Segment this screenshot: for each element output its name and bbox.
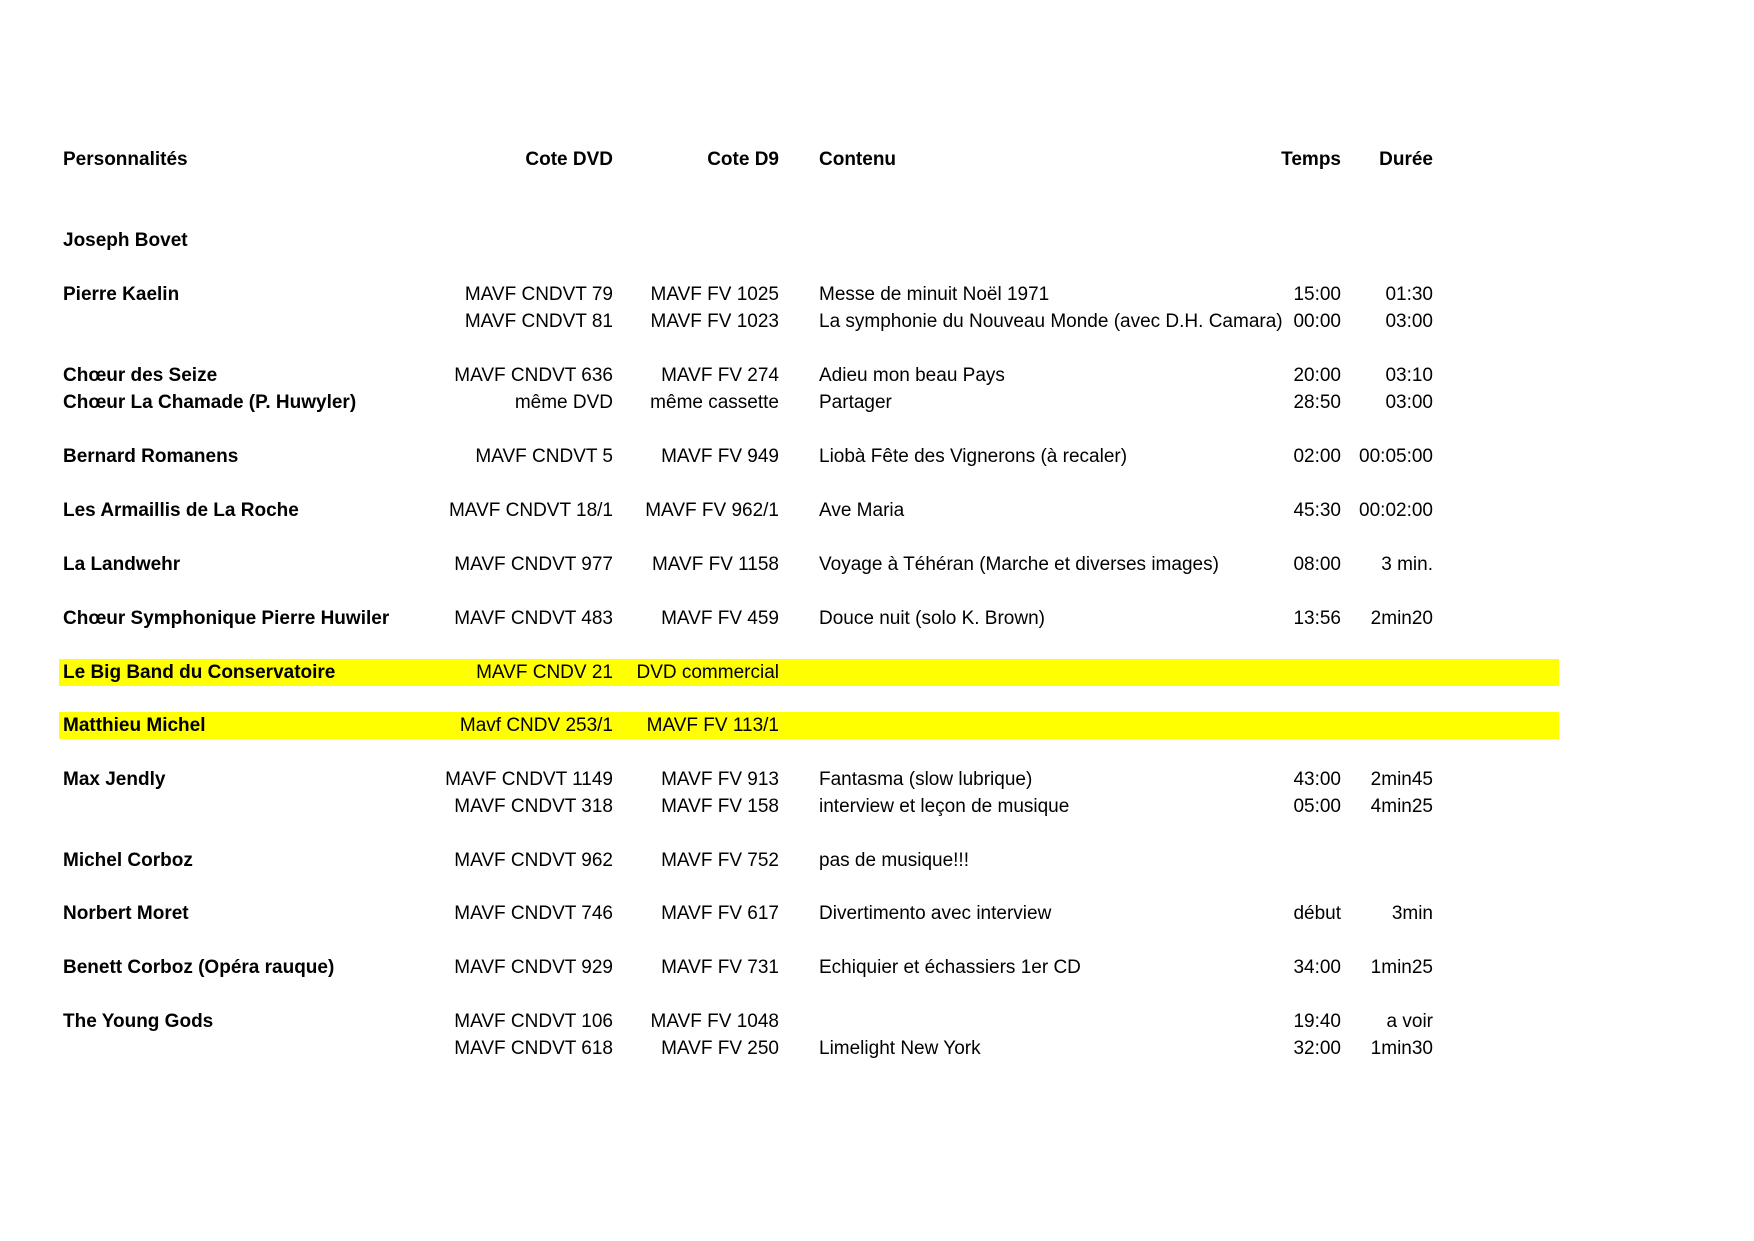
cell-cote-d9: MAVF FV 158: [661, 796, 779, 817]
cell-contenu: pas de musique!!!: [819, 850, 969, 871]
cell-duree: 2min45: [1370, 769, 1433, 790]
cell-cote-d9: MAVF FV 1048: [650, 1011, 779, 1032]
cell-temps: 15:00: [1293, 284, 1341, 305]
cell-duree: 00:05:00: [1359, 446, 1433, 467]
cell-duree: 4min25: [1370, 796, 1433, 817]
header-cote-d9: Cote D9: [707, 149, 779, 170]
cell-temps: 19:40: [1293, 1011, 1341, 1032]
cell-cote-dvd: MAVF CNDVT 18/1: [448, 500, 613, 521]
table-row: [59, 1008, 1559, 1035]
table-row: [59, 605, 1559, 632]
cell-duree: 00:02:00: [1359, 500, 1433, 521]
cell-duree: 1min25: [1370, 957, 1433, 978]
table-row: [59, 308, 1559, 335]
table-row: [59, 793, 1559, 820]
cell-duree: 3min: [1391, 903, 1433, 924]
header-contenu: Contenu: [819, 149, 897, 170]
cell-cote-d9: MAVF FV 1158: [651, 554, 779, 575]
cell-cote-d9: MAVF FV 250: [661, 1038, 779, 1059]
cell-contenu: Ave Maria: [819, 500, 905, 521]
cell-contenu: Divertimento avec interview: [819, 903, 1052, 924]
cell-cote-dvd: MAVF CNDVT 929: [454, 957, 613, 978]
table-row-highlighted: [59, 659, 1559, 686]
cell-cote-d9: MAVF FV 731: [661, 957, 779, 978]
table-row: [59, 389, 1559, 416]
cell-cote-dvd: MAVF CNDVT 483: [454, 608, 613, 629]
cell-personnalite: Chœur des Seize: [63, 365, 218, 386]
cell-personnalite: Chœur La Chamade (P. Huwyler): [63, 392, 357, 413]
cell-personnalite: Pierre Kaelin: [63, 284, 180, 305]
cell-contenu: Douce nuit (solo K. Brown): [819, 608, 1045, 629]
cell-cote-d9: MAVF FV 1025: [650, 284, 779, 305]
cell-cote-d9: MAVF FV 113/1: [646, 715, 779, 736]
cell-cote-d9: MAVF FV 617: [661, 903, 779, 924]
table-row: [59, 551, 1559, 578]
cell-cote-dvd: Mavf CNDV 253/1: [459, 715, 613, 736]
cell-temps: 32:00: [1293, 1038, 1341, 1059]
cell-contenu: Fantasma (slow lubrique): [819, 769, 1033, 790]
cell-temps: 34:00: [1293, 957, 1341, 978]
cell-contenu: Limelight New York: [819, 1038, 981, 1059]
table-row: [59, 362, 1559, 389]
header-personnalites: Personnalités: [63, 149, 188, 170]
cell-cote-d9: MAVF FV 1023: [650, 311, 779, 332]
cell-cote-d9: MAVF FV 949: [661, 446, 779, 467]
cell-personnalite: Joseph Bovet: [63, 230, 188, 251]
cell-personnalite: Matthieu Michel: [63, 715, 206, 736]
cell-cote-dvd: MAVF CNDVT 318: [454, 796, 613, 817]
cell-contenu: Echiquier et échassiers 1er CD: [819, 957, 1081, 978]
cell-temps: 28:50: [1293, 392, 1341, 413]
cell-cote-dvd: MAVF CNDVT 636: [454, 365, 613, 386]
header-cote-dvd: Cote DVD: [525, 149, 613, 170]
cell-cote-dvd: MAVF CNDVT 962: [454, 850, 613, 871]
table-row: [59, 443, 1559, 470]
cell-temps: 20:00: [1293, 365, 1341, 386]
cell-cote-dvd: MAVF CNDVT 746: [454, 903, 613, 924]
header-temps: Temps: [1281, 149, 1341, 170]
cell-contenu: Adieu mon beau Pays: [819, 365, 1005, 386]
cell-duree: 03:10: [1385, 365, 1433, 386]
cell-temps: 05:00: [1293, 796, 1341, 817]
cell-personnalite: Chœur Symphonique Pierre Huwiler: [63, 608, 390, 629]
cell-contenu: Liobà Fête des Vignerons (à recaler): [819, 446, 1128, 467]
cell-cote-dvd: MAVF CNDVT 81: [464, 311, 613, 332]
cell-duree: 03:00: [1385, 392, 1433, 413]
table-row: [59, 954, 1559, 981]
cell-personnalite: Le Big Band du Conservatoire: [63, 662, 336, 683]
table-row: [59, 497, 1559, 524]
cell-cote-d9: même cassette: [650, 392, 779, 413]
cell-contenu: Voyage à Téhéran (Marche et diverses images): [819, 554, 1219, 575]
cell-duree: 3 min.: [1381, 554, 1433, 575]
cell-temps: 00:00: [1293, 311, 1341, 332]
table-row: [59, 766, 1559, 793]
cell-cote-dvd: MAVF CNDV 21: [476, 662, 613, 683]
cell-duree: 2min20: [1370, 608, 1433, 629]
cell-cote-d9: MAVF FV 274: [661, 365, 779, 386]
cell-personnalite: Max Jendly: [63, 769, 166, 790]
cell-duree: 03:00: [1385, 311, 1433, 332]
cell-personnalite: Bernard Romanens: [63, 446, 239, 467]
table-row: [59, 1035, 1559, 1062]
cell-cote-d9: DVD commercial: [636, 662, 779, 683]
cell-personnalite: The Young Gods: [63, 1011, 214, 1032]
cell-temps: 43:00: [1293, 769, 1341, 790]
table-header: [59, 146, 1559, 173]
cell-personnalite: Norbert Moret: [63, 903, 189, 924]
cell-personnalite: Benett Corboz (Opéra rauque): [63, 957, 335, 978]
cell-temps: 02:00: [1293, 446, 1341, 467]
cell-contenu: Partager: [819, 392, 892, 413]
cell-cote-d9: MAVF FV 962/1: [645, 500, 779, 521]
cell-cote-dvd: MAVF CNDVT 1149: [445, 769, 613, 790]
cell-cote-d9: MAVF FV 752: [661, 850, 779, 871]
cell-cote-dvd: MAVF CNDVT 618: [454, 1038, 613, 1059]
cell-contenu: Messe de minuit Noël 1971: [819, 284, 1050, 305]
cell-personnalite: La Landwehr: [63, 554, 181, 575]
cell-temps: 45:30: [1293, 500, 1341, 521]
cell-temps: 08:00: [1293, 554, 1341, 575]
cell-cote-dvd: MAVF CNDVT 79: [464, 284, 613, 305]
table-row: [59, 847, 1559, 874]
cell-cote-dvd: MAVF CNDVT 5: [475, 446, 613, 467]
table-row-highlighted: [59, 712, 1559, 739]
cell-cote-dvd: MAVF CNDVT 106: [454, 1011, 613, 1032]
cell-personnalite: Michel Corboz: [63, 850, 193, 871]
cell-cote-d9: MAVF FV 913: [661, 769, 779, 790]
table-row: [59, 281, 1559, 308]
cell-duree: 01:30: [1385, 284, 1433, 305]
cell-contenu: La symphonie du Nouveau Monde (avec D.H. Camara): [819, 311, 1283, 332]
cell-cote-dvd: même DVD: [514, 392, 613, 413]
cell-duree: 1min30: [1370, 1038, 1433, 1059]
cell-contenu: interview et leçon de musique: [819, 796, 1070, 817]
cell-temps: 13:56: [1293, 608, 1341, 629]
header-duree: Durée: [1379, 149, 1433, 170]
table-row: [59, 227, 1559, 254]
table-row: [59, 900, 1559, 927]
cell-cote-d9: MAVF FV 459: [661, 608, 779, 629]
cell-cote-dvd: MAVF CNDVT 977: [454, 554, 613, 575]
cell-temps: début: [1293, 903, 1341, 924]
cell-personnalite: Les Armaillis de La Roche: [63, 500, 299, 521]
cell-duree: a voir: [1386, 1011, 1433, 1032]
